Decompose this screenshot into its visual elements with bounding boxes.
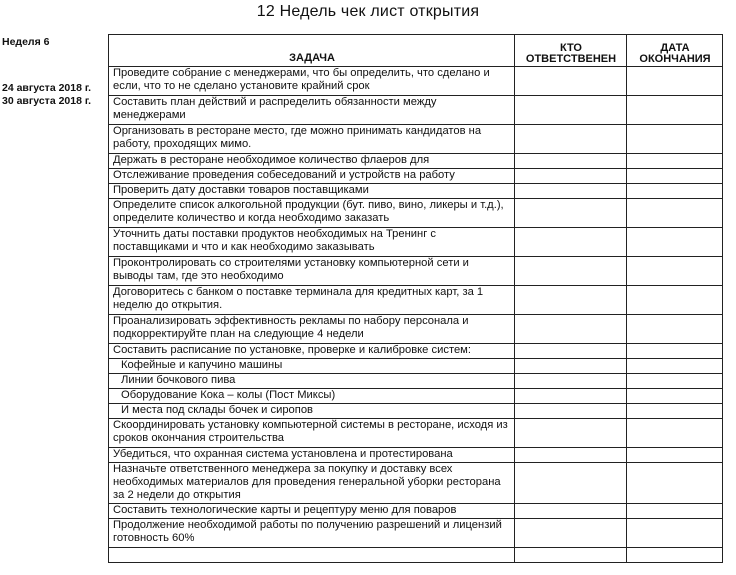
responsible-cell[interactable] bbox=[515, 504, 627, 519]
responsible-cell[interactable] bbox=[515, 448, 627, 463]
header-responsible-line1: КТО bbox=[560, 42, 582, 54]
header-due-line1: ДАТА bbox=[660, 42, 690, 54]
table-row bbox=[109, 374, 723, 389]
due-date-cell[interactable] bbox=[627, 154, 723, 169]
task-cell: Определите список алкогольной продукции (бут. пиво, вино, ликеры и т.д.), определите количество и когда необходимо заказать bbox=[109, 199, 515, 228]
responsible-cell[interactable] bbox=[515, 125, 627, 154]
subtask-cell: И места под склады бочек и сиропов bbox=[109, 404, 515, 419]
header-responsible bbox=[515, 35, 627, 67]
responsible-cell[interactable] bbox=[515, 257, 627, 286]
responsible-cell[interactable] bbox=[515, 286, 627, 315]
task-cell: Организовать в ресторане место, где можно принимать кандидатов на работу, проходящих мимо. bbox=[109, 125, 515, 154]
responsible-cell[interactable] bbox=[515, 199, 627, 228]
responsible-cell[interactable] bbox=[515, 463, 627, 504]
due-date-cell[interactable] bbox=[627, 184, 723, 199]
table-row bbox=[109, 463, 723, 504]
task-cell: Проведите собрание с менеджерами, что бы определить, что сделано и если, что то не сделано установите крайний срок bbox=[109, 67, 515, 96]
table-row bbox=[109, 448, 723, 463]
responsible-cell[interactable] bbox=[515, 184, 627, 199]
responsible-cell[interactable] bbox=[515, 67, 627, 96]
task-cell: Проконтролировать со строителями установку компьютерной сети и выводы там, где это необходимо bbox=[109, 257, 515, 286]
due-date-cell[interactable] bbox=[627, 199, 723, 228]
due-date-cell[interactable] bbox=[627, 448, 723, 463]
due-date-cell[interactable] bbox=[627, 96, 723, 125]
header-responsible-line2: ОТВЕТСТВЕНЕН bbox=[525, 53, 617, 65]
table-row bbox=[109, 404, 723, 419]
due-date-cell[interactable] bbox=[627, 463, 723, 504]
subtask-cell: Оборудование Кока – колы (Пост Миксы) bbox=[109, 389, 515, 404]
due-date-cell[interactable] bbox=[627, 359, 723, 374]
due-date-cell[interactable] bbox=[627, 504, 723, 519]
task-cell: Составить технологические карты и рецептуру меню для поваров bbox=[109, 504, 515, 519]
due-date-cell[interactable] bbox=[627, 548, 723, 563]
week-label: Неделя 6 bbox=[2, 36, 50, 48]
due-date-cell[interactable] bbox=[627, 519, 723, 548]
task-cell: Держать в ресторане необходимое количество флаеров для bbox=[109, 154, 515, 169]
responsible-cell[interactable] bbox=[515, 315, 627, 344]
responsible-cell[interactable] bbox=[515, 344, 627, 359]
responsible-cell[interactable] bbox=[515, 419, 627, 448]
task-cell: Составить расписание по установке, проверке и калибровке систем: bbox=[109, 344, 515, 359]
table-row bbox=[109, 389, 723, 404]
task-cell: Назначьте ответственного менеджера за покупку и доставку всех необходимых материалов для проведения генеральной уборки ресторана за 2 недели до открытия bbox=[109, 463, 515, 504]
table-row bbox=[109, 96, 723, 125]
task-cell: Отслеживание проведения собеседований и устройств на работу bbox=[109, 169, 515, 184]
table-row bbox=[109, 184, 723, 199]
responsible-cell[interactable] bbox=[515, 519, 627, 548]
task-cell: Уточнить даты поставки продуктов необходимых на Тренинг с поставщиками и что и как необходимо заказывать bbox=[109, 228, 515, 257]
table-row bbox=[109, 504, 723, 519]
table-row bbox=[109, 257, 723, 286]
responsible-cell[interactable] bbox=[515, 404, 627, 419]
responsible-cell[interactable] bbox=[515, 154, 627, 169]
table-row bbox=[109, 519, 723, 548]
table-row bbox=[109, 344, 723, 359]
table-header-row bbox=[109, 35, 723, 67]
responsible-cell[interactable] bbox=[515, 548, 627, 563]
checklist-table bbox=[108, 34, 723, 563]
table-row bbox=[109, 548, 723, 563]
due-date-cell[interactable] bbox=[627, 169, 723, 184]
responsible-cell[interactable] bbox=[515, 359, 627, 374]
table-row bbox=[109, 125, 723, 154]
responsible-cell[interactable] bbox=[515, 96, 627, 125]
due-date-cell[interactable] bbox=[627, 286, 723, 315]
header-due-date bbox=[627, 35, 723, 67]
table-row bbox=[109, 169, 723, 184]
responsible-cell[interactable] bbox=[515, 389, 627, 404]
table-row bbox=[109, 67, 723, 96]
task-cell: Проверить дату доставки товаров поставщиками bbox=[109, 184, 515, 199]
table-row bbox=[109, 359, 723, 374]
due-date-cell[interactable] bbox=[627, 419, 723, 448]
subtask-cell: Линии бочкового пива bbox=[109, 374, 515, 389]
due-date-cell[interactable] bbox=[627, 374, 723, 389]
subtask-cell: Кофейные и капучино машины bbox=[109, 359, 515, 374]
responsible-cell[interactable] bbox=[515, 374, 627, 389]
responsible-cell[interactable] bbox=[515, 228, 627, 257]
document-title: 12 Недель чек лист открытия bbox=[256, 3, 480, 20]
due-date-cell[interactable] bbox=[627, 228, 723, 257]
header-task bbox=[109, 35, 515, 67]
task-cell: Убедиться, что охранная система установлена и протестирована bbox=[109, 448, 515, 463]
table-row bbox=[109, 286, 723, 315]
week-start-date: 24 августа 2018 г. bbox=[2, 82, 92, 94]
responsible-cell[interactable] bbox=[515, 169, 627, 184]
due-date-cell[interactable] bbox=[627, 315, 723, 344]
week-end-date: 30 августа 2018 г. bbox=[2, 95, 92, 107]
due-date-cell[interactable] bbox=[627, 404, 723, 419]
table-row bbox=[109, 315, 723, 344]
table-row bbox=[109, 419, 723, 448]
task-cell: Договоритесь с банком о поставке терминала для кредитных карт, за 1 неделю до открытия. bbox=[109, 286, 515, 315]
table-row bbox=[109, 228, 723, 257]
due-date-cell[interactable] bbox=[627, 344, 723, 359]
task-cell: Проанализировать эффективность рекламы по набору персонала и подкорректируйте план на следующие 4 недели bbox=[109, 315, 515, 344]
header-task-label: ЗАДАЧА bbox=[289, 52, 335, 64]
header-due-line2: ОКОНЧАНИЯ bbox=[639, 53, 711, 65]
task-cell: Скоординировать установку компьютерной системы в ресторане, исходя из сроков окончания строительства bbox=[109, 419, 515, 448]
due-date-cell[interactable] bbox=[627, 389, 723, 404]
task-cell bbox=[109, 548, 515, 563]
task-cell: Продолжение необходимой работы по получению разрешений и лицензий готовность 60% bbox=[109, 519, 515, 548]
due-date-cell[interactable] bbox=[627, 257, 723, 286]
due-date-cell[interactable] bbox=[627, 67, 723, 96]
due-date-cell[interactable] bbox=[627, 125, 723, 154]
table-row bbox=[109, 154, 723, 169]
table-row bbox=[109, 199, 723, 228]
task-cell: Составить план действий и распределить обязанности между менеджерами bbox=[109, 96, 515, 125]
